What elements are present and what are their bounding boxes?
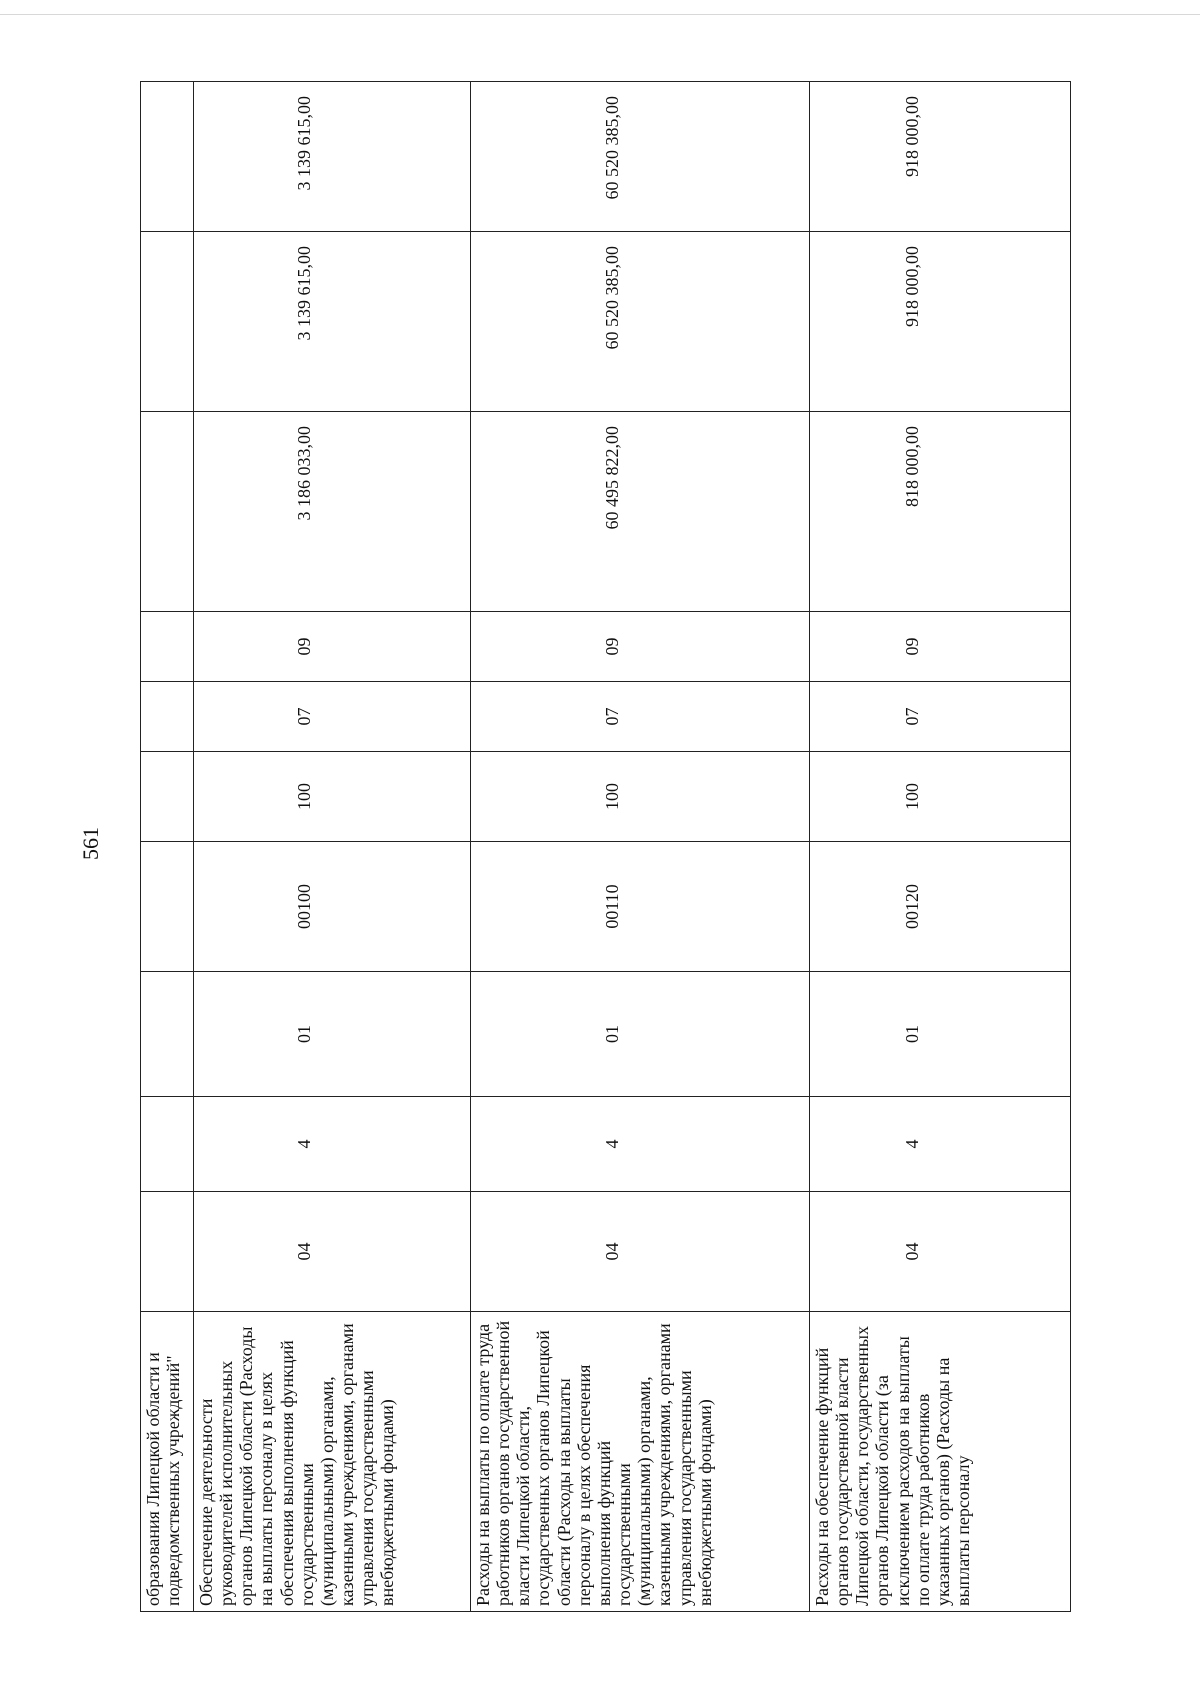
cell-amount-2: 60 520 385,00 xyxy=(471,232,810,412)
cell-code-4: 00100 xyxy=(194,842,471,972)
row-name: Обеспечение деятельности руководителей исполнительных органов Липецкой области (Расходы на выплаты персоналу в целях обеспечения выполнения функций государственными (муниципальными) органами, казенными учреждениями, органами управления государственными внебюджетными фондами) xyxy=(194,1312,471,1612)
row-name: Расходы на выплаты по оплате труда работников органов государственной власти Липецкой области, государственных органов Липецкой области (Расходы на выплаты персоналу в целях обеспечения выполнения функций государственными (муниципальными) органами, казенными учреждениями, органами управления государственными внебюджетными фондами) xyxy=(471,1312,810,1612)
cell-amount-3: 918 000,00 xyxy=(810,82,1071,232)
table-row xyxy=(141,82,194,1612)
cell-code-5: 100 xyxy=(194,752,471,842)
cell-code-1: 04 xyxy=(810,1192,1071,1312)
cell-amount-1: 818 000,00 xyxy=(810,412,1071,612)
cell-code-4: 00110 xyxy=(471,842,810,972)
cell-code-7: 09 xyxy=(194,612,471,682)
budget-table xyxy=(140,81,1071,1612)
cell-code-2 xyxy=(141,1097,194,1192)
table-row xyxy=(471,82,810,1612)
cell-amount-2 xyxy=(141,232,194,412)
cell-code-6: 07 xyxy=(194,682,471,752)
cell-amount-2: 3 139 615,00 xyxy=(194,232,471,412)
cell-amount-2: 918 000,00 xyxy=(810,232,1071,412)
cell-code-3: 01 xyxy=(471,972,810,1097)
cell-amount-3: 3 139 615,00 xyxy=(194,82,471,232)
cell-amount-1: 60 495 822,00 xyxy=(471,412,810,612)
cell-code-1: 04 xyxy=(194,1192,471,1312)
cell-code-1 xyxy=(141,1192,194,1312)
row-name: образования Липецкой области и подведомственных учреждений" xyxy=(141,1312,194,1612)
cell-amount-1 xyxy=(141,412,194,612)
cell-code-6: 07 xyxy=(471,682,810,752)
cell-code-4 xyxy=(141,842,194,972)
cell-code-3: 01 xyxy=(194,972,471,1097)
row-name: Расходы на обеспечение функций органов государственной власти Липецкой области, государственных органов Липецкой области (за исключением расходов на выплаты по оплате труда работников указанных органов) (Расходы на выплаты персоналу xyxy=(810,1312,1071,1612)
page-number: 561 xyxy=(78,827,103,860)
table-row xyxy=(194,82,471,1612)
cell-code-5 xyxy=(141,752,194,842)
cell-code-7: 09 xyxy=(810,612,1071,682)
cell-code-4: 00120 xyxy=(810,842,1071,972)
cell-code-7: 09 xyxy=(471,612,810,682)
cell-code-3 xyxy=(141,972,194,1097)
cell-code-5: 100 xyxy=(810,752,1071,842)
table-row xyxy=(810,82,1071,1612)
cell-code-6 xyxy=(141,682,194,752)
cell-code-3: 01 xyxy=(810,972,1071,1097)
cell-code-2: 4 xyxy=(194,1097,471,1192)
cell-code-5: 100 xyxy=(471,752,810,842)
scan-edge-line xyxy=(0,14,1200,15)
cell-code-1: 04 xyxy=(471,1192,810,1312)
cell-amount-3 xyxy=(141,82,194,232)
cell-code-2: 4 xyxy=(471,1097,810,1192)
budget-table-rotated xyxy=(140,82,1090,1612)
cell-amount-1: 3 186 033,00 xyxy=(194,412,471,612)
cell-code-6: 07 xyxy=(810,682,1071,752)
cell-code-2: 4 xyxy=(810,1097,1071,1192)
cell-amount-3: 60 520 385,00 xyxy=(471,82,810,232)
cell-code-7 xyxy=(141,612,194,682)
